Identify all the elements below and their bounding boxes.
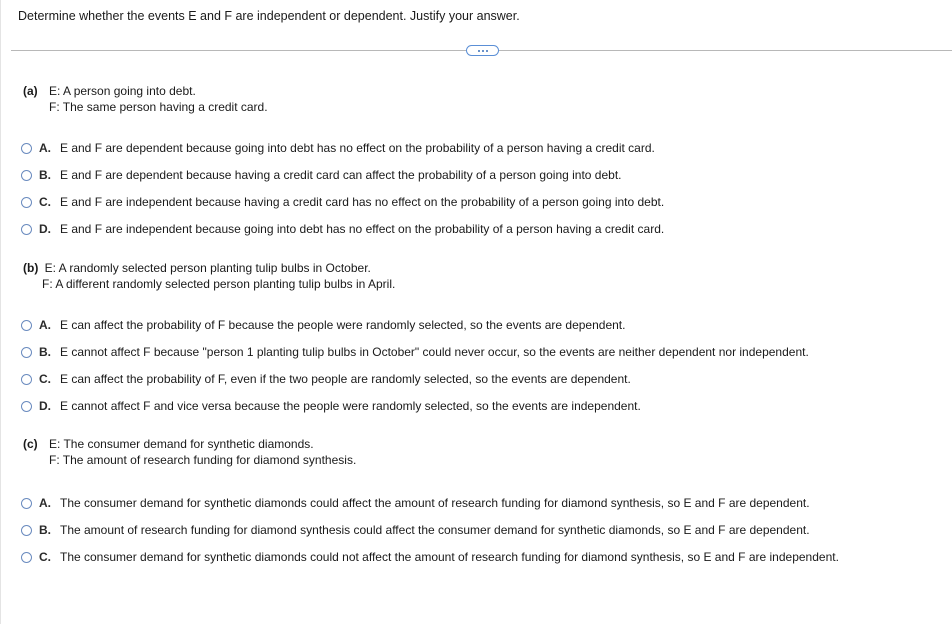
part-c-option-a[interactable]: A. The consumer demand for synthetic diamonds could affect the amount of research funding for diamond synthesis, so E and F are dependent. xyxy=(21,494,810,512)
radio-button[interactable] xyxy=(21,224,32,235)
option-text: E and F are dependent because going into debt has no effect on the probability of a person having a credit card. xyxy=(60,141,655,155)
radio-button[interactable] xyxy=(21,320,32,331)
radio-button[interactable] xyxy=(21,525,32,536)
option-text: E can affect the probability of F because the people were randomly selected, so the events are dependent. xyxy=(60,318,626,332)
radio-button[interactable] xyxy=(21,197,32,208)
option-text: E and F are independent because going into debt has no effect on the probability of a person having a credit card. xyxy=(60,222,665,236)
question-instruction: Determine whether the events E and F are independent or dependent. Justify your answer. xyxy=(18,9,520,23)
radio-button[interactable] xyxy=(21,401,32,412)
option-text: E and F are independent because having a credit card has no effect on the probability of a person going into debt. xyxy=(60,195,665,209)
part-c-event-f: F: The amount of research funding for diamond synthesis. xyxy=(49,453,357,467)
part-a-option-d[interactable]: D. E and F are independent because going into debt has no effect on the probability of a person having a credit card. xyxy=(21,220,664,238)
option-text: E and F are dependent because having a credit card can affect the probability of a person going into debt. xyxy=(60,168,622,182)
part-a-option-b[interactable]: B. E and F are dependent because having a credit card can affect the probability of a person going into debt. xyxy=(21,166,622,184)
part-c-prompt xyxy=(23,436,356,468)
part-a-option-a[interactable]: A. E and F are dependent because going into debt has no effect on the probability of a person having a credit card. xyxy=(21,139,655,157)
part-a-event-f: F: The same person having a credit card. xyxy=(49,100,268,114)
part-b-event-e: E: A randomly selected person planting tulip bulbs in October. xyxy=(44,261,371,275)
part-b-option-a[interactable]: A. E can affect the probability of F because the people were randomly selected, so the events are dependent. xyxy=(21,316,625,334)
option-text: The amount of research funding for diamond synthesis could affect the consumer demand for synthetic diamonds, so E and F are dependent. xyxy=(60,523,810,537)
part-a-event-e: E: A person going into debt. xyxy=(49,84,196,98)
radio-button[interactable] xyxy=(21,170,32,181)
option-text: E cannot affect F because "person 1 planting tulip bulbs in October" could never occur, so the events are neither dependent nor independent. xyxy=(60,345,809,359)
option-text: The consumer demand for synthetic diamonds could not affect the amount of research funding for diamond synthesis, so E and F are independent. xyxy=(60,550,839,564)
part-b-option-c[interactable]: C. E can affect the probability of F, even if the two people are randomly selected, so the events are dependent. xyxy=(21,370,631,388)
part-c-tag: (c) xyxy=(23,437,38,451)
part-c-event-e: E: The consumer demand for synthetic diamonds. xyxy=(49,437,314,451)
expand-button[interactable] xyxy=(466,45,499,56)
radio-button[interactable] xyxy=(21,347,32,358)
radio-button[interactable] xyxy=(21,498,32,509)
part-b-option-b[interactable]: B. E cannot affect F because "person 1 planting tulip bulbs in October" could never occur, so the events are neither dependent nor independent. xyxy=(21,343,809,361)
part-c-option-c[interactable]: C. The consumer demand for synthetic diamonds could not affect the amount of research funding for diamond synthesis, so E and F are independent. xyxy=(21,548,839,566)
part-b-prompt xyxy=(23,260,395,292)
part-c-option-b[interactable]: B. The amount of research funding for diamond synthesis could affect the consumer demand for synthetic diamonds, so E and F are dependent. xyxy=(21,521,810,539)
radio-button[interactable] xyxy=(21,552,32,563)
option-text: E can affect the probability of F, even if the two people are randomly selected, so the events are dependent. xyxy=(60,372,631,386)
part-a-prompt xyxy=(23,83,268,115)
part-b-option-d[interactable]: D. E cannot affect F and vice versa because the people were randomly selected, so the events are independent. xyxy=(21,397,641,415)
part-b-event-f: F: A different randomly selected person planting tulip bulbs in April. xyxy=(42,277,396,291)
radio-button[interactable] xyxy=(21,374,32,385)
part-a-tag: (a) xyxy=(23,84,38,98)
part-a-option-c[interactable]: C. E and F are independent because having a credit card has no effect on the probability of a person going into debt. xyxy=(21,193,664,211)
ellipsis-icon xyxy=(477,50,489,52)
option-text: E cannot affect F and vice versa because the people were randomly selected, so the events are independent. xyxy=(60,399,641,413)
option-text: The consumer demand for synthetic diamonds could affect the amount of research funding for diamond synthesis, so E and F are dependent. xyxy=(60,496,810,510)
part-b-tag: (b) xyxy=(23,261,39,275)
radio-button[interactable] xyxy=(21,143,32,154)
